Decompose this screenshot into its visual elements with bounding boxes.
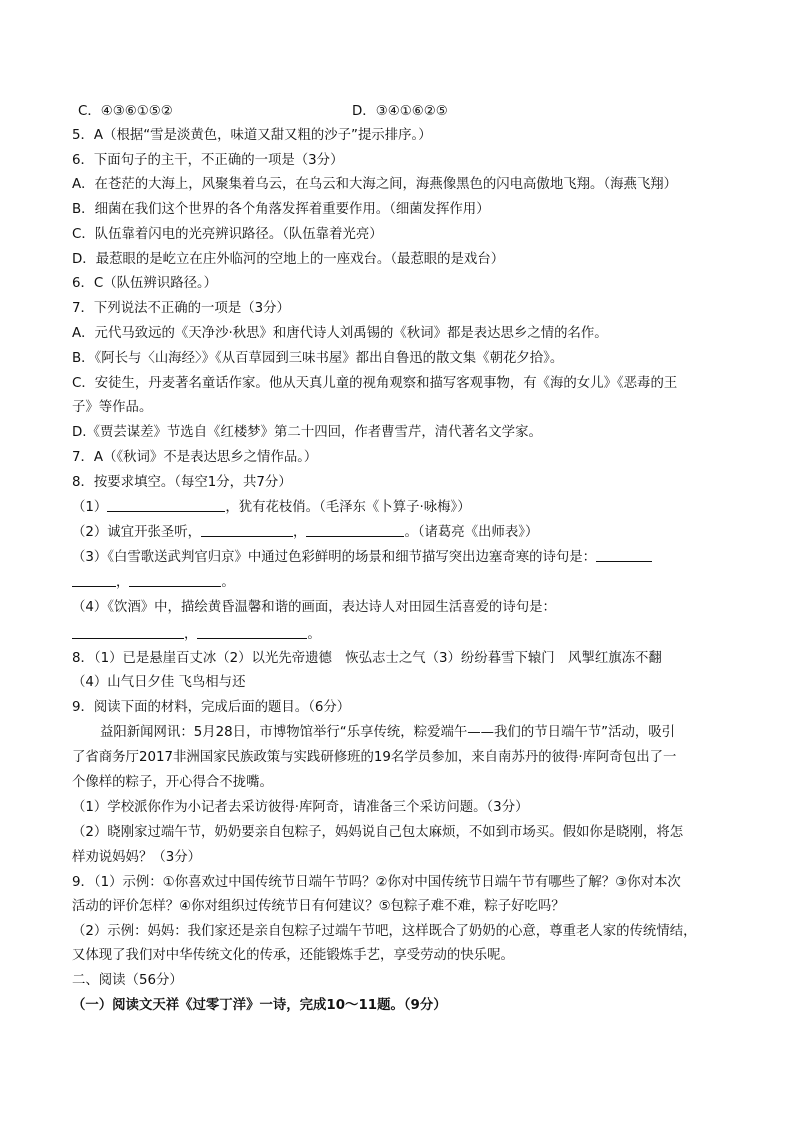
q6-option-b: B．细菌在我们这个世界的各个角落发挥着重要作用。（细菌发挥作用）: [72, 202, 490, 217]
answer-9-line3: （2）示例：妈妈：我们家还是亲自包粽子过端午节吧，这样既合了奶奶的心意，尊重老人家的传统情结，: [72, 924, 697, 939]
question-9: 9．阅读下面的材料，完成后面的题目。（6分）: [72, 700, 351, 715]
q6-option-a: A．在苍茫的大海上，风聚集着乌云，在乌云和大海之间，海燕像黑色的闪电高傲地飞翔。（海燕飞翔）: [72, 177, 678, 192]
q7-option-b: B．《阿长与〈山海经〉》《从百草园到三味书屋》都出自鲁迅的散文集《朝花夕拾》。: [72, 351, 564, 366]
q7-option-d: D.《贾芸谋差》节选自《红楼梦》第二十四回，作者曹雪芹，清代著名文学家。: [72, 425, 542, 440]
q9-sub-2-line2: 样劝说妈妈？（3分）: [72, 850, 202, 865]
answer-7: 7．A（《秋词》不是表达思乡之情作品。）: [72, 450, 318, 465]
q8-item-4-line1: （4）《饮酒》中，描绘黄昏温馨和谐的画面，表达诗人对田园生活喜爱的诗句是：: [72, 600, 556, 615]
answer-9-line1: 9．（1）示例：①你喜欢过中国传统节日端午节吗？②你对中国传统节日端午节有哪些了解？③你对本次: [72, 875, 681, 890]
answer-8-line2: （4）山气日夕佳 飞鸟相与还: [72, 675, 246, 690]
section-heading: 二、阅读（56分）: [72, 973, 183, 988]
q8-item-1: （1） ，犹有花枝俏。（毛泽东《卜算子·咏梅》）: [72, 497, 734, 518]
fill-blank: [596, 547, 652, 562]
fill-blank: [129, 572, 221, 587]
answer-6: 6．C（队伍辨识路径。）: [72, 276, 218, 291]
question-6: 6．下面句子的主干，不正确的一项是（3分）: [72, 153, 344, 168]
q9-material-line3: 个像样的粽子，开心得合不拢嘴。: [72, 775, 273, 790]
q6-option-d: D．最惹眼的是屹立在庄外临河的空地上的一座戏台。（最惹眼的是戏台）: [72, 252, 505, 267]
subsection-heading: （一）阅读文天祥《过零丁洋》一诗，完成10～11题。（9分）: [72, 998, 447, 1013]
q9-material-line1: 益阳新闻网讯：5月28日，市博物馆举行“乐享传统，粽爱端午——我们的节日端午节”活动，吸引: [100, 725, 676, 740]
question-7: 7．下列说法不正确的一项是（3分）: [72, 301, 290, 316]
answer-9-line2: 活动的评价怎样？④你对组织过传统节日有何建议？⑤包粽子难不难，粽子好吃吗？: [72, 899, 565, 914]
answer-5: 5．A（根据“雪是淡黄色，味道又甜又粗的沙子”提示排序。）: [72, 128, 432, 143]
answer-8-line1: 8．（1）已是悬崖百丈冰（2）以光先帝遗德 恢弘志士之气（3）纷纷暮雪下辕门 风掣红旗冻不翻: [72, 651, 662, 666]
fill-blank: [72, 572, 116, 587]
question-8: 8．按要求填空。（每空1分，共7分）: [72, 475, 292, 490]
q8-item-3-line1: （3）《白雪歌送武判官归京》中通过色彩鲜明的场景和细节描写突出边塞奇寒的诗句是：: [72, 547, 734, 568]
q9-material-line2: 了省商务厅2017非洲国家民族政策与实践研修班的19名学员参加，来自南苏丹的彼得·库阿奇包出了一: [72, 750, 677, 765]
fill-blank: [72, 624, 184, 639]
fill-blank: [201, 522, 293, 537]
fill-blank: [197, 624, 307, 639]
q8-item-3-line2: ， 。: [72, 572, 734, 593]
q4-options-row: [78, 102, 734, 122]
q7-option-a: A．元代马致远的《天净沙·秋思》和唐代诗人刘禹锡的《秋词》都是表达思乡之情的名作。: [72, 326, 608, 341]
fill-blank: [306, 522, 404, 537]
q7-option-c-line2: 子》等作品。: [72, 400, 153, 415]
q8-item-2: （2）诚宜开张圣听， ， 。（诸葛亮《出师表》）: [72, 522, 734, 543]
q6-option-c: C．队伍靠着闪电的光亮辨识路径。（队伍靠着光亮）: [72, 227, 383, 242]
fill-blank: [107, 497, 225, 512]
option-d: D．③④①⑥②⑤: [352, 104, 448, 119]
option-c: C．④③⑥①⑤②: [78, 104, 173, 119]
q8-item-4-line2: ， 。: [72, 624, 734, 645]
answer-9-line4: 又体现了我们对中华传统文化的传承，还能锻炼手艺，享受劳动的快乐呢。: [72, 948, 514, 963]
q9-sub-2-line1: （2）晓刚家过端午节，奶奶要亲自包粽子，妈妈说自己包太麻烦，不如到市场买。假如你是晓刚，将怎: [72, 825, 684, 840]
q9-sub-1: （1）学校派你作为小记者去采访彼得·库阿奇，请准备三个采访问题。（3分）: [72, 800, 529, 815]
q7-option-c-line1: C．安徒生，丹麦著名童话作家。他从天真儿童的视角观察和描写客观事物，有《海的女儿》《恶毒的王: [72, 376, 678, 391]
